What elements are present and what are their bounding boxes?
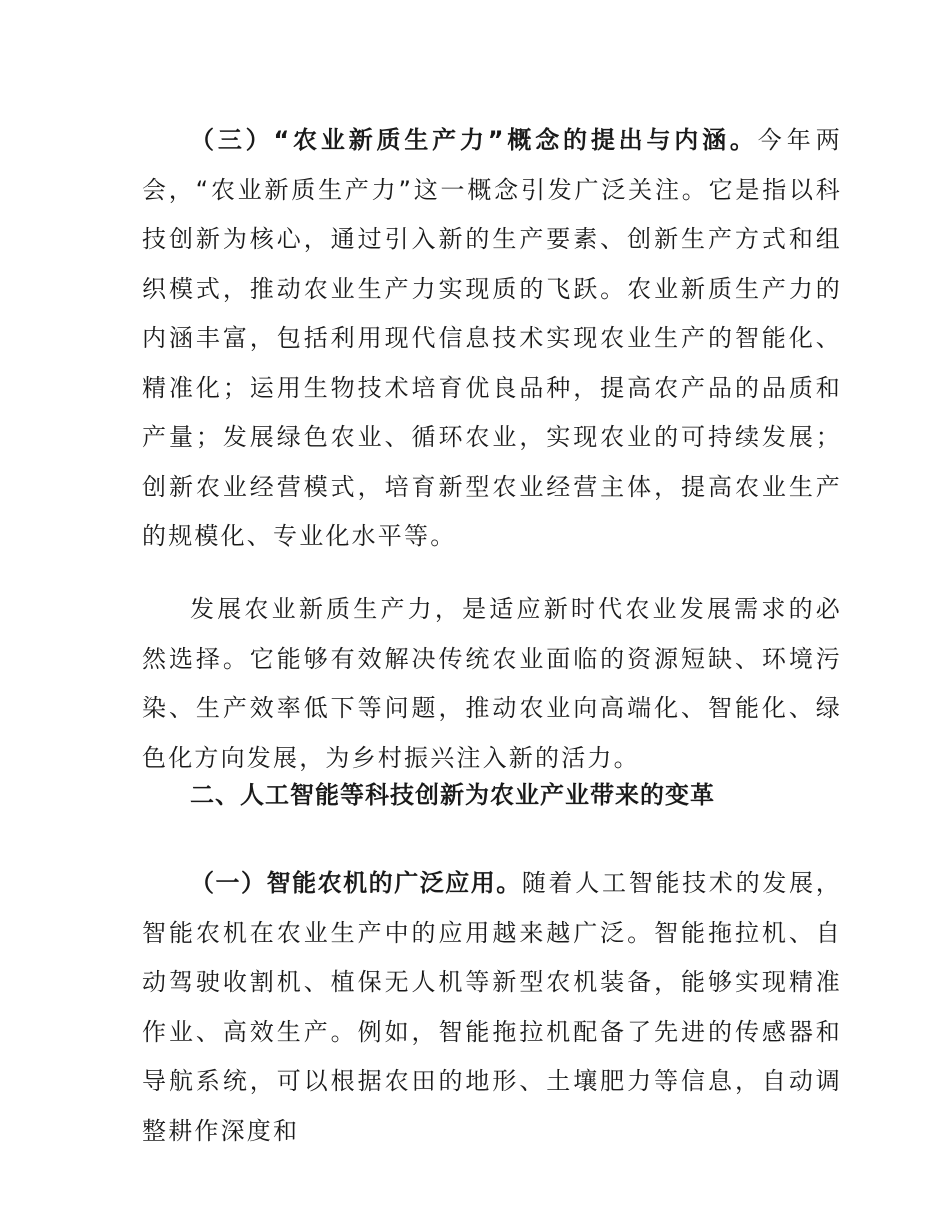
section-body-2-1: 随着人工智能技术的发展，智能农机在农业生产中的应用越来越广泛。智能拖拉机、自动驾驶收割机、植保无人机等新型农机装备，能够实现精准作业、高效生产。例如，智能拖拉机配备了先进的传感器和导航系统，可以根据农田的地形、土壤肥力等信息，自动调整耕作深度和: [142, 869, 842, 1145]
section-lead-1-3: （三）“农业新质生产力”概念的提出与内涵。: [190, 126, 758, 154]
section-heading-2: 二、人工智能等科技创新为农业产业带来的变革: [190, 781, 715, 809]
paragraph-smart-machinery: [142, 859, 842, 1156]
paragraph-agri-new-productivity: [142, 116, 842, 562]
section-body-1-3: 今年两会，“农业新质生产力”这一概念引发广泛关注。它是指以科技创新为核心，通过引入新的生产要素、创新生产方式和组织模式，推动农业生产力实现质的飞跃。农业新质生产力的内涵丰富，包括利用现代信息技术实现农业生产的智能化、精准化；运用生物技术培育优良品种，提高农产品的品质和产量；发展绿色农业、循环农业，实现农业的可持续发展；创新农业经营模式，培育新型农业经营主体，提高农业生产的规模化、专业化水平等。: [142, 126, 843, 550]
paragraph-development-choice: 发展农业新质生产力，是适应新时代农业发展需求的必然选择。它能够有效解决传统农业面临的资源短缺、环境污染、生产效率低下等问题，推动农业向高端化、智能化、绿色化方向发展，为乡村振兴注入新的活力。: [142, 595, 842, 772]
section-lead-2-1: （一）智能农机的广泛应用。: [190, 869, 522, 897]
